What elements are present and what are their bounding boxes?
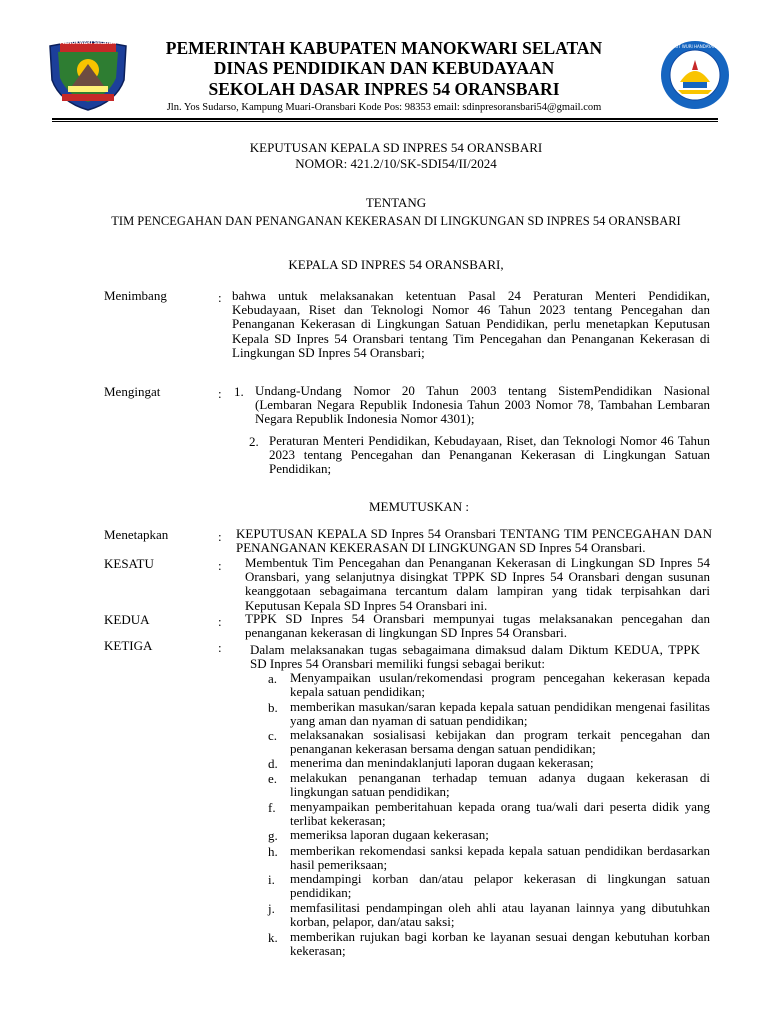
mengingat-colon: : bbox=[218, 386, 222, 401]
function-item-letter: e. bbox=[268, 771, 278, 786]
function-item-letter: d. bbox=[268, 756, 278, 771]
menimbang-text bbox=[232, 289, 710, 360]
menetapkan-text: KEPUTUSAN KEPALA SD Inpres 54 Oransbari TENTANG TIM PENCEGAHAN DAN PENANGANAN KEKERASAN DI LINGKUNGAN SD Inpres 54 Oransbari. bbox=[236, 526, 712, 556]
ketiga-label: KETIGA bbox=[104, 638, 153, 653]
function-item-text: memberikan rujukan bagi korban ke layanan sesuai dengan kebutuhan korban kekerasan; bbox=[290, 929, 710, 958]
letterhead-school: SEKOLAH DASAR INPRES 54 ORANSBARI bbox=[208, 79, 560, 99]
function-item-text: memberikan rekomendasi sanksi kepada kepala satuan pendidikan berdasarkan hasil pemeriksaan; bbox=[290, 843, 710, 872]
function-item-letter: f. bbox=[268, 800, 276, 815]
function-item-letter: c. bbox=[268, 728, 278, 743]
mengingat-item-number: 1. bbox=[234, 384, 244, 399]
regency-logo-text: MANOKWARI SELATAN bbox=[59, 41, 117, 46]
letterhead-address: Jln. Yos Sudarso, Kampung Muari-Oransbari Kode Pos: 98353 email: sdinpresoransbari54@gmail.com bbox=[166, 102, 602, 113]
function-item-text: memberikan masukan/saran kepada kepala satuan pendidikan mengenai fasilitas yang aman dan nyaman di satuan pendidikan; bbox=[290, 699, 710, 728]
decree-about: TIM PENCEGAHAN DAN PENANGANAN KEKERASAN DI LINGKUNGAN SD INPRES 54 ORANSBARI bbox=[111, 214, 681, 228]
letterhead-rule-thick bbox=[52, 118, 718, 120]
mengingat-label: Mengingat bbox=[104, 384, 161, 399]
mengingat-item-text: Undang-Undang Nomor 20 Tahun 2003 tentang SistemPendidikan Nasional (Lembaran Negara Republik Indonesia Tahun 2003 Nomor 78, Tambahan Lembaran Negara Republik Indonesia Nomor 4301); bbox=[255, 383, 710, 427]
kesatu-colon: : bbox=[218, 558, 222, 573]
function-item-letter: b. bbox=[268, 700, 278, 715]
decree-about-label: TENTANG bbox=[365, 195, 427, 210]
function-item-text: melaksanakan sosialisasi kebijakan dan program terkait pencegahan dan penanganan kekerasan bersama dengan satuan pendidikan; bbox=[290, 727, 710, 756]
tut-wuri-handayani-text: TUT WURI HANDAYANI bbox=[672, 44, 718, 49]
function-item-letter: h. bbox=[268, 844, 278, 859]
kedua-colon: : bbox=[218, 614, 222, 629]
function-item-text: menyampaikan pemberitahuan kepada orang tua/wali dari peserta didik yang terlibat kekerasan; bbox=[290, 799, 710, 828]
mengingat-item-text: Peraturan Menteri Pendidikan, Kebudayaan, Riset, dan Teknologi Nomor 46 Tahun 2023 tentang Pencegahan dan Penanganan Kekerasan di Lingkungan Satuan Pendidikan; bbox=[269, 433, 710, 477]
function-item-text: mendampingi korban dan/atau pelapor kekerasan di lingkungan satuan pendidikan; bbox=[290, 871, 710, 900]
function-item-letter: g. bbox=[268, 828, 278, 843]
function-item-text: memeriksa laporan dugaan kekerasan; bbox=[290, 827, 489, 842]
decree-title: KEPUTUSAN KEPALA SD INPRES 54 ORANSBARI bbox=[249, 140, 543, 155]
menimbang-label: Menimbang bbox=[104, 288, 167, 303]
function-item-letter: i. bbox=[268, 872, 275, 887]
mengingat-item-number: 2. bbox=[249, 434, 259, 449]
kesatu-text: Membentuk Tim Pencegahan dan Penanganan Kekerasan di Lingkungan SD Inpres 54 Oransbari, yang selanjutnya disingkat TPPK SD Inpres 54 Oransbari dengan susunan keanggotaan sebagaimana tercantum dalam lampiran yang tidak terpisahkan dari Keputusan Kepala SD Inpres 54 Oransbari ini. bbox=[245, 555, 710, 613]
ketiga-colon: : bbox=[218, 640, 222, 655]
memutuskan-heading: MEMUTUSKAN : bbox=[368, 499, 470, 514]
function-item-text: Menyampaikan usulan/rekomendasi program pencegahan kekerasan kepada kepala satuan pendidikan; bbox=[290, 670, 710, 699]
menetapkan-colon: : bbox=[218, 529, 222, 544]
function-item-text: memfasilitasi pendampingan oleh ahli atau layanan lainnya yang dibutuhkan korban, pelapor, dan/atau saksi; bbox=[290, 900, 710, 929]
function-item-letter: a. bbox=[268, 671, 278, 686]
function-item-letter: k. bbox=[268, 930, 278, 945]
decree-issuer: KEPALA SD INPRES 54 ORANSBARI, bbox=[288, 257, 504, 272]
menetapkan-label: Menetapkan bbox=[104, 527, 169, 542]
ketiga-intro: Dalam melaksanakan tugas sebagaimana dimaksud dalam Diktum KEDUA, TPPK SD Inpres 54 Oransbari memiliki fungsi sebagai berikut: bbox=[250, 642, 700, 672]
letterhead-department: DINAS PENDIDIKAN DAN KEBUDAYAAN bbox=[213, 58, 555, 78]
function-item-letter: j. bbox=[268, 901, 275, 916]
menimbang-text-content: bahwa untuk melaksanakan ketentuan Pasal 24 Peraturan Menteri Pendidikan, Kebudayaan, Riset dan Teknologi Nomor 46 Tahun 2023 tentang Pencegahan dan Penanganan Kekerasan di Lingkungan Satuan Pendidikan, perlu menetapkan Keputusan Kepala SD Inpres 54 Oransbari tentang Tim Pencegahan dan Penanganan Kekerasan di Lingkungan SD Inpres 54 Oransbari; bbox=[232, 288, 710, 360]
letterhead-government: PEMERINTAH KABUPATEN MANOKWARI SELATAN bbox=[165, 38, 603, 58]
kedua-text: TPPK SD Inpres 54 Oransbari mempunyai tugas melaksanakan pencegahan dan penanganan kekerasan di lingkungan SD Inpres 54 Oransbari. bbox=[245, 611, 710, 641]
kedua-label: KEDUA bbox=[104, 612, 150, 627]
menimbang-colon: : bbox=[218, 290, 222, 305]
decree-number: NOMOR: 421.2/10/SK-SDI54/II/2024 bbox=[295, 156, 497, 171]
function-item-text: menerima dan menindaklanjuti laporan dugaan kekerasan; bbox=[290, 755, 594, 770]
kesatu-label: KESATU bbox=[104, 556, 154, 571]
function-item-text: melakukan penanganan terhadap temuan adanya dugaan kekerasan di lingkungan satuan pendidikan; bbox=[290, 770, 710, 799]
letterhead-rule-thin bbox=[52, 121, 718, 122]
